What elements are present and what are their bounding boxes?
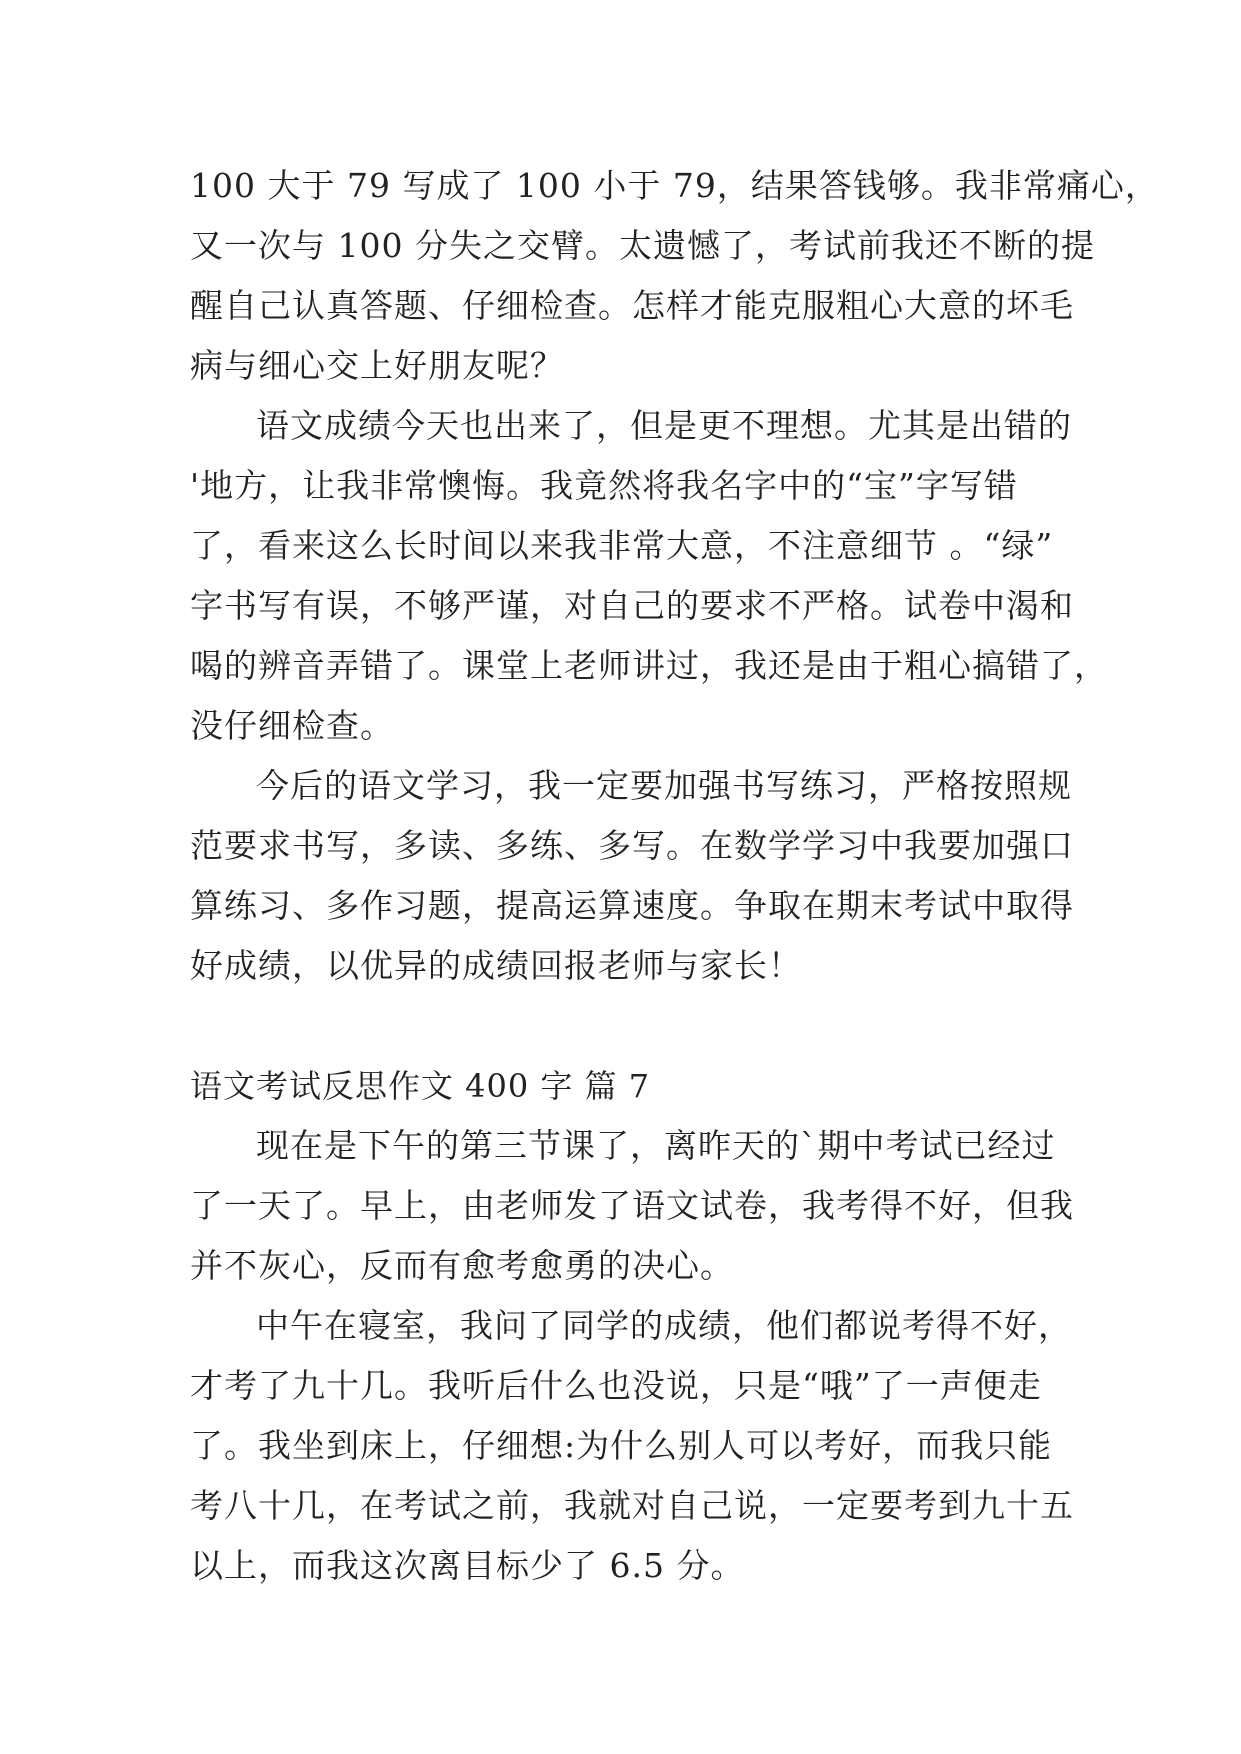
text-line: 字书写有误，不够严谨，对自己的要求不严格。试卷中渴和 <box>190 586 1074 625</box>
text-line: 又一次与 100 分失之交臂。太遗憾了，考试前我还不断的提 <box>190 226 1095 265</box>
text-line: 范要求书写，多读、多练、多写。在数学学习中我要加强口 <box>190 826 1074 865</box>
text-line: 了，看来这么长时间以来我非常大意，不注意细节 。“绿” <box>190 526 1054 565</box>
paragraph-first-line: 语文成绩今天也出来了，但是更不理想。尤其是出错的 <box>256 406 1072 445</box>
text-line: 醒自己认真答题、仔细检查。怎样才能克服粗心大意的坏毛 <box>190 286 1074 325</box>
text-line: 了一天了。早上，由老师发了语文试卷，我考得不好，但我 <box>190 1186 1074 1225</box>
text-line: 病与细心交上好朋友呢？ <box>190 346 564 385</box>
text-line: 没仔细检查。 <box>190 706 394 745</box>
text-line: 算练习、多作习题，提高运算速度。争取在期末考试中取得 <box>190 886 1074 925</box>
text-line: '地方，让我非常懊悔。我竟然将我名字中的“宝”字写错 <box>190 466 1018 505</box>
text-line: 考八十几，在考试之前，我就对自己说，一定要考到九十五 <box>190 1486 1074 1525</box>
text-line: 才考了九十几。我听后什么也没说，只是“哦”了一声便走 <box>190 1366 1042 1405</box>
text-line: 并不灰心，反而有愈考愈勇的决心。 <box>190 1246 734 1285</box>
text-line: 了。我坐到床上，仔细想:为什么别人可以考好，而我只能 <box>190 1426 1053 1465</box>
paragraph-first-line: 今后的语文学习，我一定要加强书写练习，严格按照规 <box>256 766 1072 805</box>
text-line: 好成绩，以优异的成绩回报老师与家长！ <box>190 946 802 985</box>
section-heading: 语文考试反思作文 400 字 篇 7 <box>190 1067 651 1105</box>
paragraph-first-line: 中午在寝室，我问了同学的成绩，他们都说考得不好， <box>256 1306 1072 1345</box>
paragraph-first-line: 现在是下午的第三节课了，离昨天的`期中考试已经过 <box>256 1126 1056 1165</box>
text-line: 喝的辨音弄错了。课堂上老师讲过，我还是由于粗心搞错了， <box>190 646 1108 685</box>
text-line: 100 大于 79 写成了 100 小于 79，结果答钱够。我非常痛心， <box>190 166 1159 205</box>
text-line: 以上，而我这次离目标少了 6.5 分。 <box>190 1546 745 1585</box>
